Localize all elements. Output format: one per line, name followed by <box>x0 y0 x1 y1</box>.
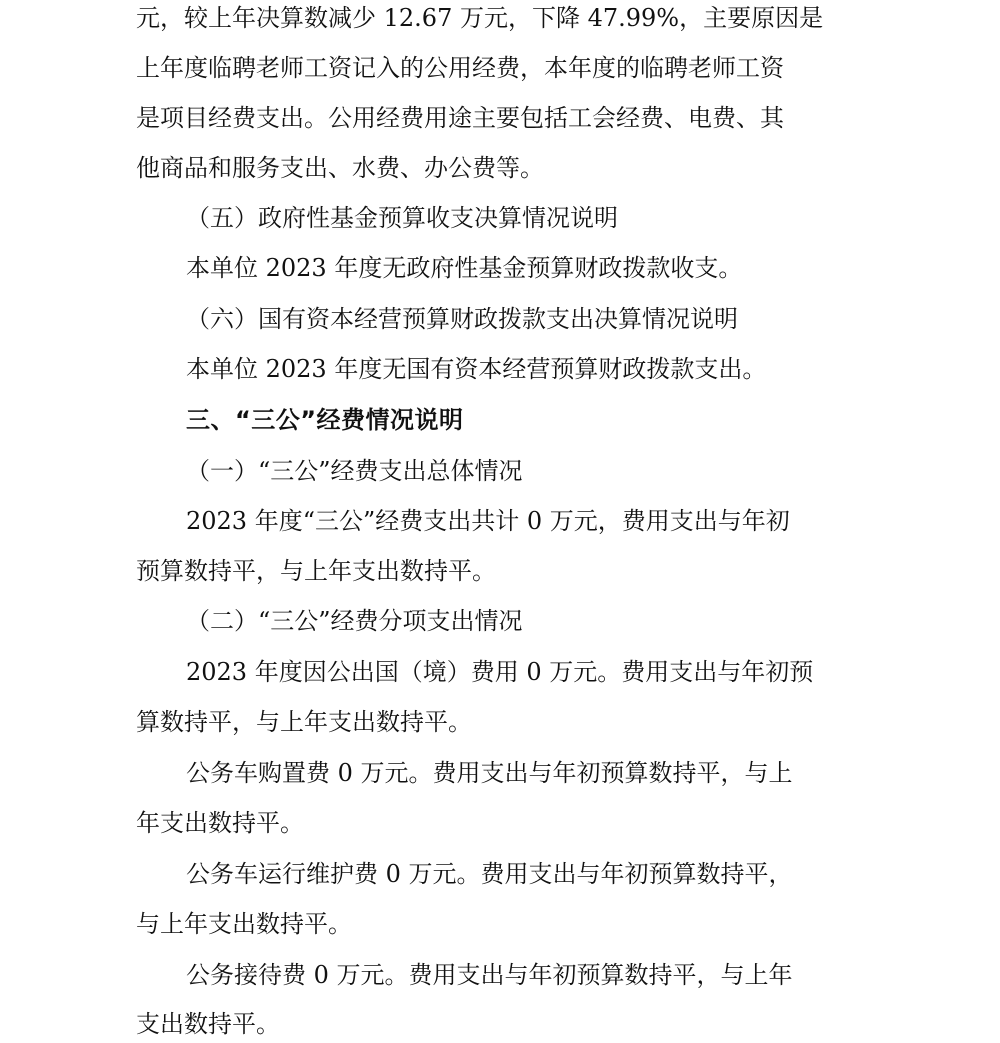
subheading-2: （二）“三公”经费分项支出情况 <box>186 607 523 635</box>
section-heading-5: （五）政府性基金预算收支决算情况说明 <box>186 204 618 232</box>
paragraph-line: 公务车运行维护费 0 万元。费用支出与年初预算数持平， <box>186 860 793 888</box>
paragraph-line: 算数持平，与上年支出数持平。 <box>136 708 472 736</box>
paragraph-line: 公务车购置费 0 万元。费用支出与年初预算数持平，与上 <box>186 759 793 787</box>
paragraph-line: 本单位 2023 年度无政府性基金预算财政拨款收支。 <box>186 254 743 282</box>
paragraph-line: 年支出数持平。 <box>136 809 304 837</box>
paragraph-line: 本单位 2023 年度无国有资本经营预算财政拨款支出。 <box>186 355 767 383</box>
paragraph-line: 元，较上年决算数减少 12.67 万元，下降 47.99%，主要原因是 <box>136 4 824 32</box>
subheading-1: （一）“三公”经费支出总体情况 <box>186 457 523 485</box>
paragraph-line: 公务接待费 0 万元。费用支出与年初预算数持平，与上年 <box>186 961 793 989</box>
main-heading-3: 三、“三公”经费情况说明 <box>186 406 464 434</box>
paragraph-line: 是项目经费支出。公用经费用途主要包括工会经费、电费、其 <box>136 104 784 132</box>
section-heading-6: （六）国有资本经营预算财政拨款支出决算情况说明 <box>186 305 738 333</box>
paragraph-line: 2023 年度因公出国（境）费用 0 万元。费用支出与年初预 <box>186 658 814 686</box>
paragraph-line: 上年度临聘老师工资记入的公用经费，本年度的临聘老师工资 <box>136 54 784 82</box>
paragraph-line: 支出数持平。 <box>136 1010 280 1038</box>
paragraph-line: 预算数持平，与上年支出数持平。 <box>136 557 496 585</box>
paragraph-line: 他商品和服务支出、水费、办公费等。 <box>136 154 544 182</box>
paragraph-line: 与上年支出数持平。 <box>136 910 352 938</box>
paragraph-line: 2023 年度“三公”经费支出共计 0 万元，费用支出与年初 <box>186 507 790 535</box>
